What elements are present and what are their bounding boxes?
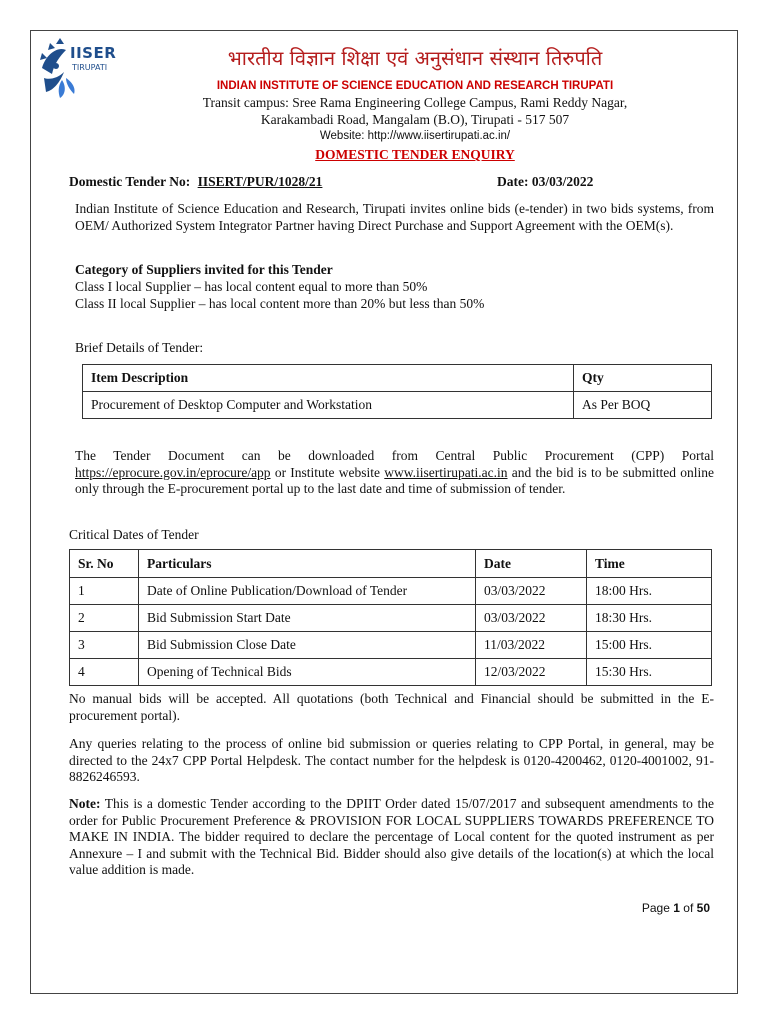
cell-sr: 2 [70, 605, 139, 632]
class-2-supplier: Class II local Supplier – has local content more than 20% but less than 50% [75, 296, 485, 311]
cell-particular: Bid Submission Close Date [139, 632, 476, 659]
cell-time: 15:30 Hrs. [587, 659, 712, 686]
brief-label: Brief Details of Tender: [75, 340, 204, 355]
cell-time: 15:00 Hrs. [587, 632, 712, 659]
download-text-2: or Institute website [270, 464, 385, 480]
cell-date: 03/03/2022 [476, 578, 587, 605]
cell-date: 11/03/2022 [476, 632, 587, 659]
address-line-2: Karakambadi Road, Mangalam (B.O), Tirupati - 517 507 [260, 112, 570, 127]
table-row [70, 632, 712, 659]
header-sr-no: Sr. No [70, 550, 139, 578]
page-total: 50 [696, 901, 710, 915]
note-text: This is a domestic Tender according to the DPIIT Order dated 15/07/2017 and subsequent amendments to the order for Public Procurement Preference & PROVISION FOR LOCAL SUPPLIERS TOWARDS PREFERENCE TO MAKE IN INDIA. The bidder required to declare the percentage of Local content for the quoted instrument as per Annexure – I and submit with the Technical Bid. Bidder should also give details of the location(s) at which the local value addition is made. [69, 796, 714, 877]
cell-sr: 3 [70, 632, 139, 659]
institute-name: INDIAN INSTITUTE OF SCIENCE EDUCATION AND RESEARCH TIRUPATI [216, 80, 614, 92]
download-paragraph [75, 448, 714, 498]
cell-time: 18:30 Hrs. [587, 605, 712, 632]
table-header-row [83, 365, 712, 392]
cell-particular: Bid Submission Start Date [139, 605, 476, 632]
logo-subtext: TIRUPATI [72, 63, 108, 72]
category-heading: Category of Suppliers invited for this Tender [75, 262, 333, 277]
header-time: Time [587, 550, 712, 578]
cell-item: Procurement of Desktop Computer and Workstation [83, 392, 574, 419]
table-row [70, 578, 712, 605]
hindi-title: भारतीय विज्ञान शिक्षा एवं अनुसंधान संस्थान तिरुपति [227, 46, 603, 70]
address-line-1: Transit campus: Sree Rama Engineering College Campus, Rami Reddy Nagar, [202, 95, 628, 110]
queries-paragraph: Any queries relating to the process of online bid submission or queries relating to CPP Portal, in general, may be directed to the 24x7 CPP Portal Helpdesk. The contact number for the helpdesk is 0120-4200462, 0120-4001002, 91-8826246593. [69, 736, 714, 784]
table-row [70, 605, 712, 632]
cell-qty: As Per BOQ [574, 392, 712, 419]
brief-table [82, 364, 712, 419]
download-text-3: and the bid is to be submitted online only through the E-procurement portal up to the last date and time of submission of tender. [75, 464, 714, 496]
cell-particular: Date of Online Publication/Download of Tender [139, 578, 476, 605]
cpp-portal-link[interactable]: https://eprocure.gov.in/eprocure/app [75, 464, 271, 480]
intro-paragraph: Indian Institute of Science Education and Research, Tirupati invites online bids (e-tender) in two bids systems, from OEM/ Authorized System Integrator Partner having Direct Purchase and Support Agreement with the OEM(s). [75, 201, 714, 233]
page-number [642, 901, 710, 915]
cell-sr: 1 [70, 578, 139, 605]
tender-no-value: IISERT/PUR/1028/21 [197, 174, 323, 189]
page-current: 1 [673, 901, 680, 915]
cell-time: 18:00 Hrs. [587, 578, 712, 605]
table-row [70, 659, 712, 686]
doc-title: DOMESTIC TENDER ENQUIRY [315, 147, 515, 162]
manual-bids-paragraph: No manual bids will be accepted. All quotations (both Technical and Financial should be submitted in the E-procurement portal). [69, 691, 714, 723]
cell-date: 12/03/2022 [476, 659, 587, 686]
download-text-1: The Tender Document can be downloaded from Central Public Procurement (CPP) Portal [75, 448, 714, 463]
page-label: Page [641, 901, 670, 915]
cell-date: 03/03/2022 [476, 605, 587, 632]
header-particulars: Particulars [139, 550, 476, 578]
cell-sr: 4 [70, 659, 139, 686]
table-header-row [70, 550, 712, 578]
tender-date: Date: 03/03/2022 [497, 174, 594, 189]
logo-text: IISER [70, 44, 117, 62]
note-label: Note: [69, 796, 101, 811]
critical-dates-table [69, 549, 712, 686]
table-row [83, 392, 712, 419]
website: Website: http://www.iisertirupati.ac.in/ [319, 130, 511, 142]
tender-number [69, 174, 322, 191]
institute-website-link[interactable]: www.iisertirupati.ac.in [384, 464, 508, 480]
cell-particular: Opening of Technical Bids [139, 659, 476, 686]
page-of: of [683, 901, 694, 915]
tender-no-label: Domestic Tender No: [69, 174, 191, 189]
header-item-description: Item Description [83, 365, 574, 392]
critical-dates-label: Critical Dates of Tender [69, 527, 199, 542]
header-date: Date [476, 550, 587, 578]
note-paragraph [69, 796, 714, 879]
class-1-supplier: Class I local Supplier – has local content equal to more than 50% [75, 279, 428, 294]
header-qty: Qty [574, 365, 712, 392]
